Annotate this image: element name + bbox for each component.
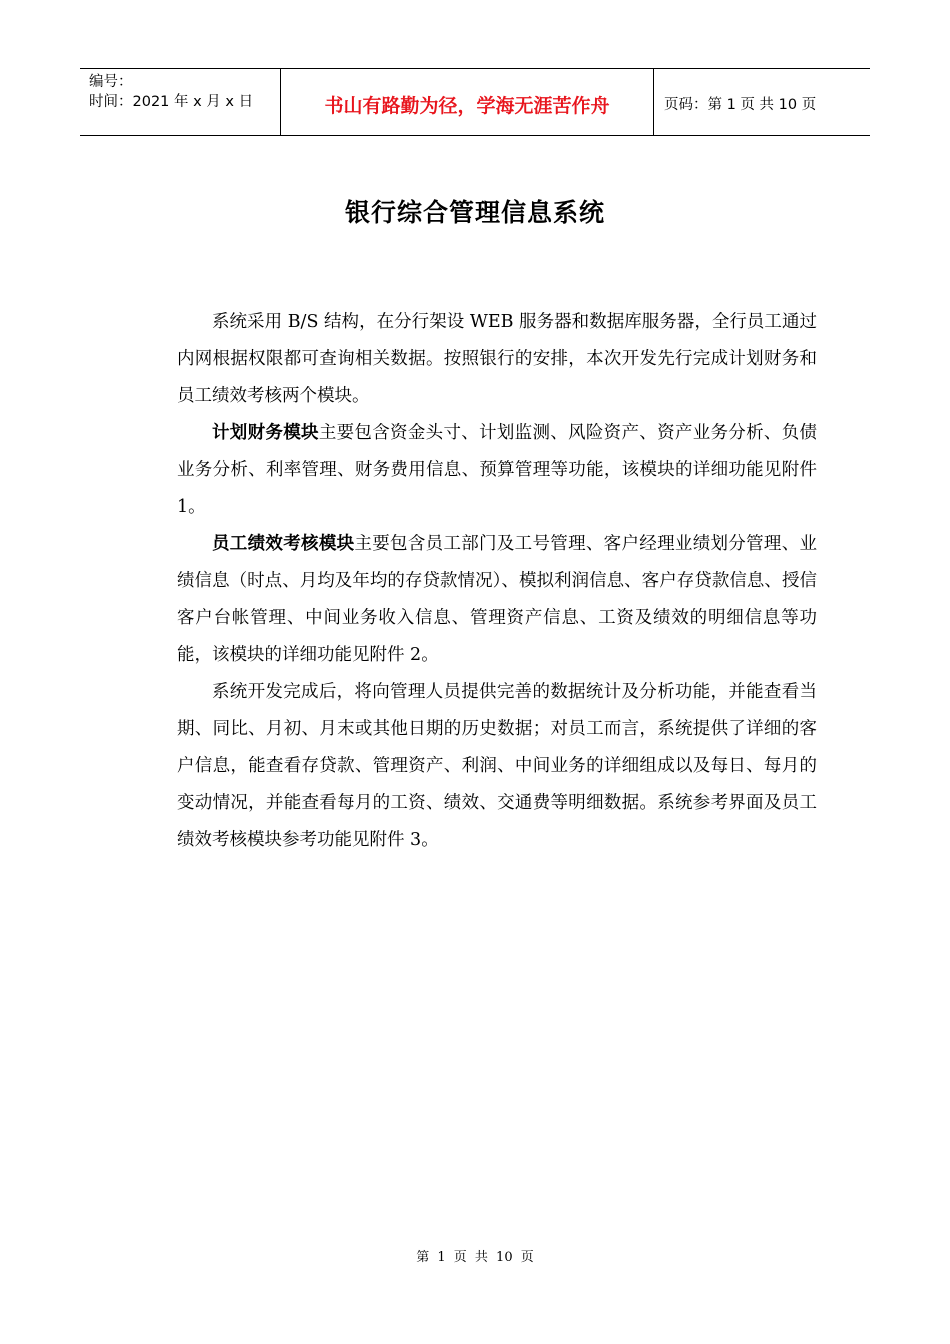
page-footer: 第 1 页 共 10 页 (416, 1250, 534, 1265)
paragraph-text: 系统采用 B/S 结构，在分行架设 WEB 服务器和数据库服务器，全行员工通过内网根据权限都可查询相关数据。按照银行的安排，本次开发先行完成计划财务和员工绩效考核两个模块。 (177, 312, 817, 406)
paragraph-lead: 计划财务模块 (212, 423, 319, 443)
header-meta-cell (80, 69, 281, 135)
header-page-info: 页码：第 1 页 共 10 页 (664, 96, 817, 113)
header-motto: 书山有路勤为径，学海无涯苦作舟 (281, 69, 654, 135)
document-number-label: 编号： (89, 74, 133, 90)
paragraph-lead: 员工绩效考核模块 (212, 534, 355, 554)
paragraph-intro (177, 304, 817, 415)
header-table (80, 68, 870, 136)
paragraph-text: 系统开发完成后，将向管理人员提供完善的数据统计及分析功能，并能查看当期、同比、月初、月末或其他日期的历史数据；对员工而言，系统提供了详细的客户信息，能查看存贷款、管理资产、利润、中间业务的详细组成以及每日、每月的变动情况，并能查看每月的工资、绩效、交通费等明细数据。系统参考界面及员工绩效考核模块参考功能见附件 3。 (177, 682, 817, 850)
document-body (177, 304, 817, 859)
document-time-label: 时间：2021 年 x 月 x 日 (89, 94, 254, 110)
paragraph-text: 主要包含员工部门及工号管理、客户经理业绩划分管理、业绩信息（时点、月均及年均的存贷款情况）、模拟利润信息、客户存贷款信息、授信客户台帐管理、中间业务收入信息、管理资产信息、工资及绩效的明细信息等功能，该模块的详细功能见附件 2。 (177, 534, 818, 665)
paragraph-summary (177, 674, 817, 859)
paragraph-text: 主要包含资金头寸、计划监测、风险资产、资产业务分析、负债业务分析、利率管理、财务费用信息、预算管理等功能，该模块的详细功能见附件 1。 (177, 423, 818, 517)
paragraph-performance-module (177, 526, 817, 674)
paragraph-finance-module (177, 415, 817, 526)
document-title: 银行综合管理信息系统 (344, 198, 605, 227)
